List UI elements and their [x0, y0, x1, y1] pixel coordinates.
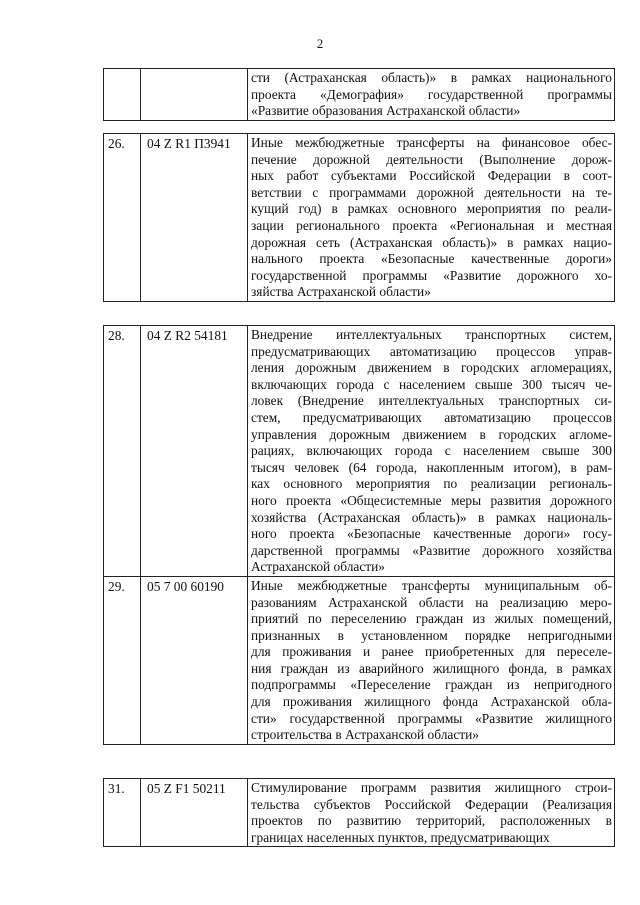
row-number: 31.: [104, 779, 141, 847]
row-number: 28.: [104, 326, 141, 577]
table-row: [104, 779, 615, 847]
description-line: для проживания и ранее приобретенных для переселе-: [251, 644, 612, 660]
description-cell: [248, 576, 615, 744]
description-line: ных работ субъектами Российской Федерации в соот-: [251, 168, 612, 184]
table-block: [103, 778, 615, 847]
description-line: ках основного мероприятия по реализации региональ-: [251, 476, 612, 492]
description-line: зации регионального проекта «Региональная и местная: [251, 217, 612, 233]
description-line: дорожная сеть (Астраханская область)» в рамках нацио-: [251, 234, 612, 250]
description-line: кущий год) в рамках основного мероприятия по реали-: [251, 201, 612, 217]
description-line: сти (Астраханская область)» в рамках национального: [251, 70, 612, 85]
description-line: подпрограммы «Переселение граждан из непригодного: [251, 677, 612, 693]
description-line: Внедрение интеллектуальных транспортных систем,: [251, 327, 612, 342]
description-line: приятий по переселению граждан из жилых помещений,: [251, 611, 612, 627]
description-line: ния граждан из аварийного жилищного фонда, в рамках: [251, 660, 612, 676]
description-line: проекта «Демография» государственной программы: [251, 86, 612, 102]
description-line: государственной программы «Развитие дорожного хо-: [251, 267, 612, 283]
description-line: печение дорожной деятельности (Выполнение дорож-: [251, 151, 612, 167]
description-line: ветствии с программами дорожной деятельности на те-: [251, 184, 612, 200]
description-line: управления дорожным движением в городских агломе-: [251, 426, 612, 442]
table-block: [103, 68, 615, 121]
description-cell: [248, 779, 615, 847]
table-row: [104, 326, 615, 577]
budget-code: 04 Z R2 54181: [141, 326, 248, 577]
description-line: рациях, включающих города с населением свыше 300: [251, 443, 612, 459]
description-cell: [248, 134, 615, 302]
row-number: 29.: [104, 576, 141, 744]
description-line: сти» государственной программы «Развитие жилищного: [251, 710, 612, 726]
budget-code: 05 Z F1 50211: [141, 779, 248, 847]
description-line: границах населенных пунктов, предусматривающих: [251, 829, 550, 845]
description-line: тысяч человек (64 города, накопленным итогом), в рам-: [251, 459, 612, 475]
table-row: [104, 134, 615, 302]
description-line: стем, предусматривающих автоматизацию процессов: [251, 409, 612, 425]
description-line: проектов по развитию территорий, расположенных в: [251, 813, 612, 829]
row-number: 26.: [104, 134, 141, 302]
description-line: нального проекта «Безопасные качественные дороги»: [251, 251, 612, 267]
table-row: [104, 576, 615, 744]
description-line: строительства в Астраханской области»: [251, 727, 479, 743]
description-line: Астраханской области»: [251, 559, 385, 575]
description-line: предусматривающих автоматизацию процессов управ-: [251, 343, 612, 359]
budget-code: [141, 69, 248, 121]
description-line: тельства субъектов Российской Федерации (Реализация: [251, 796, 612, 812]
table-row: [104, 69, 615, 121]
description-line: дарственной программы «Развитие дорожного хозяйства: [251, 542, 612, 558]
row-number: [104, 69, 141, 121]
description-line: ного проекта «Общесистемные меры развития дорожного: [251, 492, 612, 508]
description-line: ления дорожным движением в городских агломерациях,: [251, 360, 612, 376]
description-cell: [248, 326, 615, 577]
description-line: «Развитие образования Астраханской области»: [251, 103, 521, 119]
description-line: признанных в установленном порядке непригодными: [251, 627, 612, 643]
description-line: разованиям Астраханской области на реализацию меро-: [251, 594, 612, 610]
description-line: для проживания жилищного фонда Астраханской обла-: [251, 694, 612, 710]
budget-code: 04 Z R1 П3941: [141, 134, 248, 302]
description-line: Иные межбюджетные трансферты на финансовое обес-: [251, 135, 612, 150]
description-line: ного проекта «Безопасные качественные дороги» госу-: [251, 526, 612, 542]
table-block: [103, 325, 615, 745]
description-cell: [248, 69, 615, 121]
page-number: 2: [316, 36, 324, 51]
description-line: зяйства Астраханской области»: [251, 284, 431, 300]
table-block: [103, 133, 615, 302]
description-line: ловек (Внедрение интеллектуальных транспортных си-: [251, 393, 612, 409]
description-line: Стимулирование программ развития жилищного строи-: [251, 780, 612, 795]
budget-code: 05 7 00 60190: [141, 576, 248, 744]
description-line: включающих города с населением свыше 300 тысяч че-: [251, 376, 612, 392]
description-line: Иные межбюджетные трансферты муниципальным об-: [251, 577, 612, 593]
description-line: хозяйства (Астраханская область)» в рамках националь-: [251, 509, 612, 525]
